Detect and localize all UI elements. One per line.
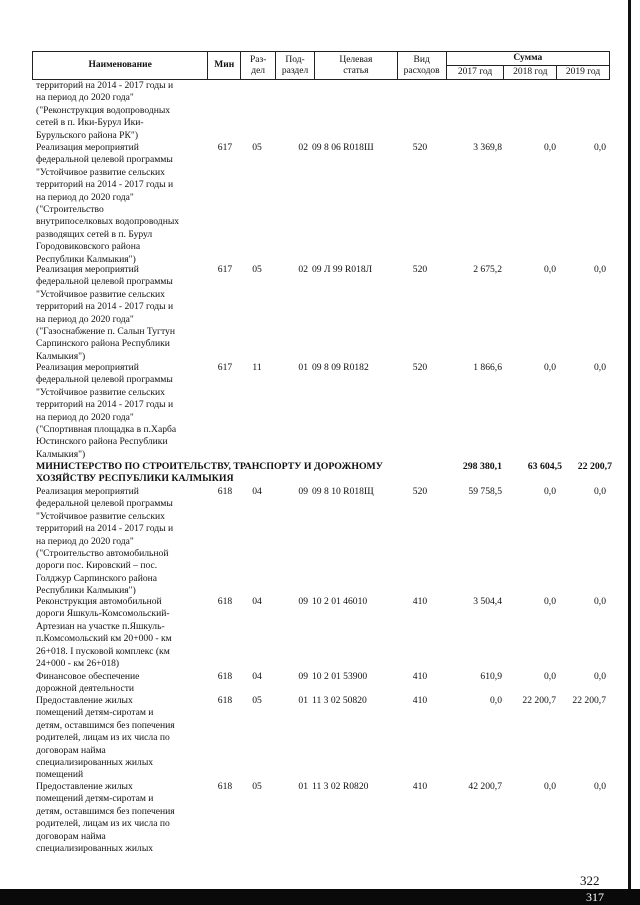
- cell-2019: 0,0: [594, 362, 606, 373]
- bottom-bar: [0, 889, 640, 905]
- cell-2017: 3 369,8: [473, 142, 502, 153]
- header-2017: 2017 год: [446, 66, 504, 80]
- cell-2017: 610,9: [480, 671, 502, 682]
- cell-2018: 0,0: [544, 142, 556, 153]
- row-name: Предоставление жилых помещений детям-сиротам и детям, оставшимся без попечения родителей, лицам из их числа по договорам найма специализированных жилых: [36, 781, 175, 855]
- cell-2019: 0,0: [594, 671, 606, 682]
- scan-edge-line: [628, 0, 631, 889]
- ministry-name: МИНИСТЕРСТВО ПО СТРОИТЕЛЬСТВУ, ТРАНСПОРТУ И ДОРОЖНОМУ ХОЗЯЙСТВУ РЕСПУБЛИКИ КАЛМЫКИЯ: [36, 461, 383, 484]
- cell-razdel: 04: [252, 486, 262, 497]
- cell-min: 618: [217, 695, 233, 706]
- cell-min: 618: [217, 596, 233, 607]
- cell-podrazdel: 02: [298, 142, 308, 153]
- cell-2018: 0,0: [544, 264, 556, 275]
- cell-statya: 09 Л 99 R018Л: [312, 264, 373, 275]
- header-razdel: Раз- дел: [241, 52, 276, 80]
- cell-min: 617: [217, 264, 233, 275]
- page-number: 322: [580, 873, 600, 888]
- cell-2017: 59 758,5: [468, 486, 502, 497]
- cell-2019: 0,0: [594, 781, 606, 792]
- cell-2019: 0,0: [594, 142, 606, 153]
- cell-razdel: 11: [252, 362, 262, 373]
- cell-min: 618: [217, 671, 233, 682]
- header-podrazdel: Под- раздел: [276, 52, 315, 80]
- cell-vid: 410: [412, 781, 428, 792]
- cell-statya: 10 2 01 53900: [312, 671, 368, 682]
- cell-2018: 22 200,7: [522, 695, 556, 706]
- ministry-2019: 22 200,7: [577, 461, 612, 472]
- row-name: Предоставление жилых помещений детям-сиротам и детям, оставшимся без попечения родителей, лицам из их числа по договорам найма специализированных жилых помещений: [36, 695, 175, 781]
- cell-podrazdel: 09: [298, 486, 308, 497]
- cell-podrazdel: 02: [298, 264, 308, 275]
- cell-2017: 42 200,7: [468, 781, 502, 792]
- cell-2019: 22 200,7: [572, 695, 606, 706]
- cell-razdel: 04: [252, 596, 262, 607]
- cell-min: 617: [217, 142, 233, 153]
- cell-min: 617: [217, 362, 233, 373]
- row-name: Реализация мероприятий федеральной целевой программы "Устойчивое развитие сельских территорий на 2014 - 2017 годы и на период до 2020 года" ("Газоснабжение п. Салын Тугтун Сарпинского района Республики Калмыкия"): [36, 264, 175, 362]
- cell-podrazdel: 01: [298, 362, 308, 373]
- cell-2017: 3 504,4: [473, 596, 502, 607]
- cell-2017: 2 675,2: [473, 264, 502, 275]
- cell-statya: 10 2 01 46010: [312, 596, 368, 607]
- cell-podrazdel: 01: [298, 781, 308, 792]
- cell-podrazdel: 01: [298, 695, 308, 706]
- header-2019: 2019 год: [557, 66, 610, 80]
- cell-2018: 0,0: [544, 596, 556, 607]
- cell-2017: 1 866,6: [473, 362, 502, 373]
- cell-razdel: 05: [252, 264, 262, 275]
- table-header: [32, 51, 610, 80]
- cell-statya: 09 8 06 R018Ш: [312, 142, 374, 153]
- header-vid: Вид расходов: [397, 52, 446, 80]
- cell-2018: 0,0: [544, 362, 556, 373]
- cell-statya: 09 8 10 R018Щ: [312, 486, 374, 497]
- cell-vid: 410: [412, 596, 428, 607]
- cell-podrazdel: 09: [298, 671, 308, 682]
- header-statya: Целевая статья: [315, 52, 398, 80]
- cell-statya: 09 8 09 R0182: [312, 362, 369, 373]
- cell-min: 618: [217, 486, 233, 497]
- cell-2018: 0,0: [544, 486, 556, 497]
- cell-razdel: 05: [252, 781, 262, 792]
- header-naimenovanie: Наименование: [33, 52, 208, 80]
- cell-podrazdel: 09: [298, 596, 308, 607]
- ministry-2017: 298 380,1: [462, 461, 502, 472]
- cell-2018: 0,0: [544, 671, 556, 682]
- cell-razdel: 04: [252, 671, 262, 682]
- row-name: территорий на 2014 - 2017 годы и на период до 2020 года" ("Реконструкция водопроводных сетей в п. Ики-Бурул Ики- Бурульского района РК"): [36, 80, 174, 141]
- row-name: Реконструкция автомобильной дороги Яшкуль-Комсомольский- Артезиан на участке п.Яшкуль- п.Комсомольский км 20+000 - км 26+018. I пусковой комплекс (км 24+000 - км 26+018): [36, 596, 172, 670]
- cell-2019: 0,0: [594, 264, 606, 275]
- header-summa: Сумма: [446, 52, 609, 66]
- row-name: Реализация мероприятий федеральной целевой программы "Устойчивое развитие сельских территорий на 2014 - 2017 годы и на период до 2020 года" ("Строительство внутрипоселковых водопроводных разводящих сетей в п. Бурул Городовиковского района Республики Калмыкия"): [36, 142, 180, 265]
- row-name: Реализация мероприятий федеральной целевой программы "Устойчивое развитие сельских территорий на 2014 - 2017 годы и на период до 2020 года" ("Спортивная площадка в п.Харба Юстинского района Республики Калмыкия"): [36, 362, 177, 460]
- cell-2019: 0,0: [594, 596, 606, 607]
- cell-statya: 11 3 02 R0820: [312, 781, 369, 792]
- cell-2017: 0,0: [490, 695, 502, 706]
- cell-min: 618: [217, 781, 233, 792]
- cell-vid: 410: [412, 671, 428, 682]
- row-name: Финансовое обеспечение дорожной деятельности: [36, 671, 140, 695]
- cell-2019: 0,0: [594, 486, 606, 497]
- cell-vid: 410: [412, 695, 428, 706]
- cell-statya: 11 3 02 50820: [312, 695, 367, 706]
- ministry-2018: 63 604,5: [527, 461, 562, 472]
- row-name: Реализация мероприятий федеральной целевой программы "Устойчивое развитие сельских территорий на 2014 - 2017 годы и на период до 2020 года" ("Строительство автомобильной дороги пос. Кировский – пос. Голджур Сарпинского района Республики Калмыкия"): [36, 486, 174, 597]
- cell-vid: 520: [412, 264, 428, 275]
- header-2018: 2018 год: [504, 66, 557, 80]
- bottom-page-number: 317: [586, 890, 604, 904]
- header-min: Мин: [208, 52, 241, 80]
- cell-vid: 520: [412, 142, 428, 153]
- cell-vid: 520: [412, 486, 428, 497]
- cell-vid: 520: [412, 362, 428, 373]
- cell-razdel: 05: [252, 142, 262, 153]
- cell-razdel: 05: [252, 695, 262, 706]
- cell-2018: 0,0: [544, 781, 556, 792]
